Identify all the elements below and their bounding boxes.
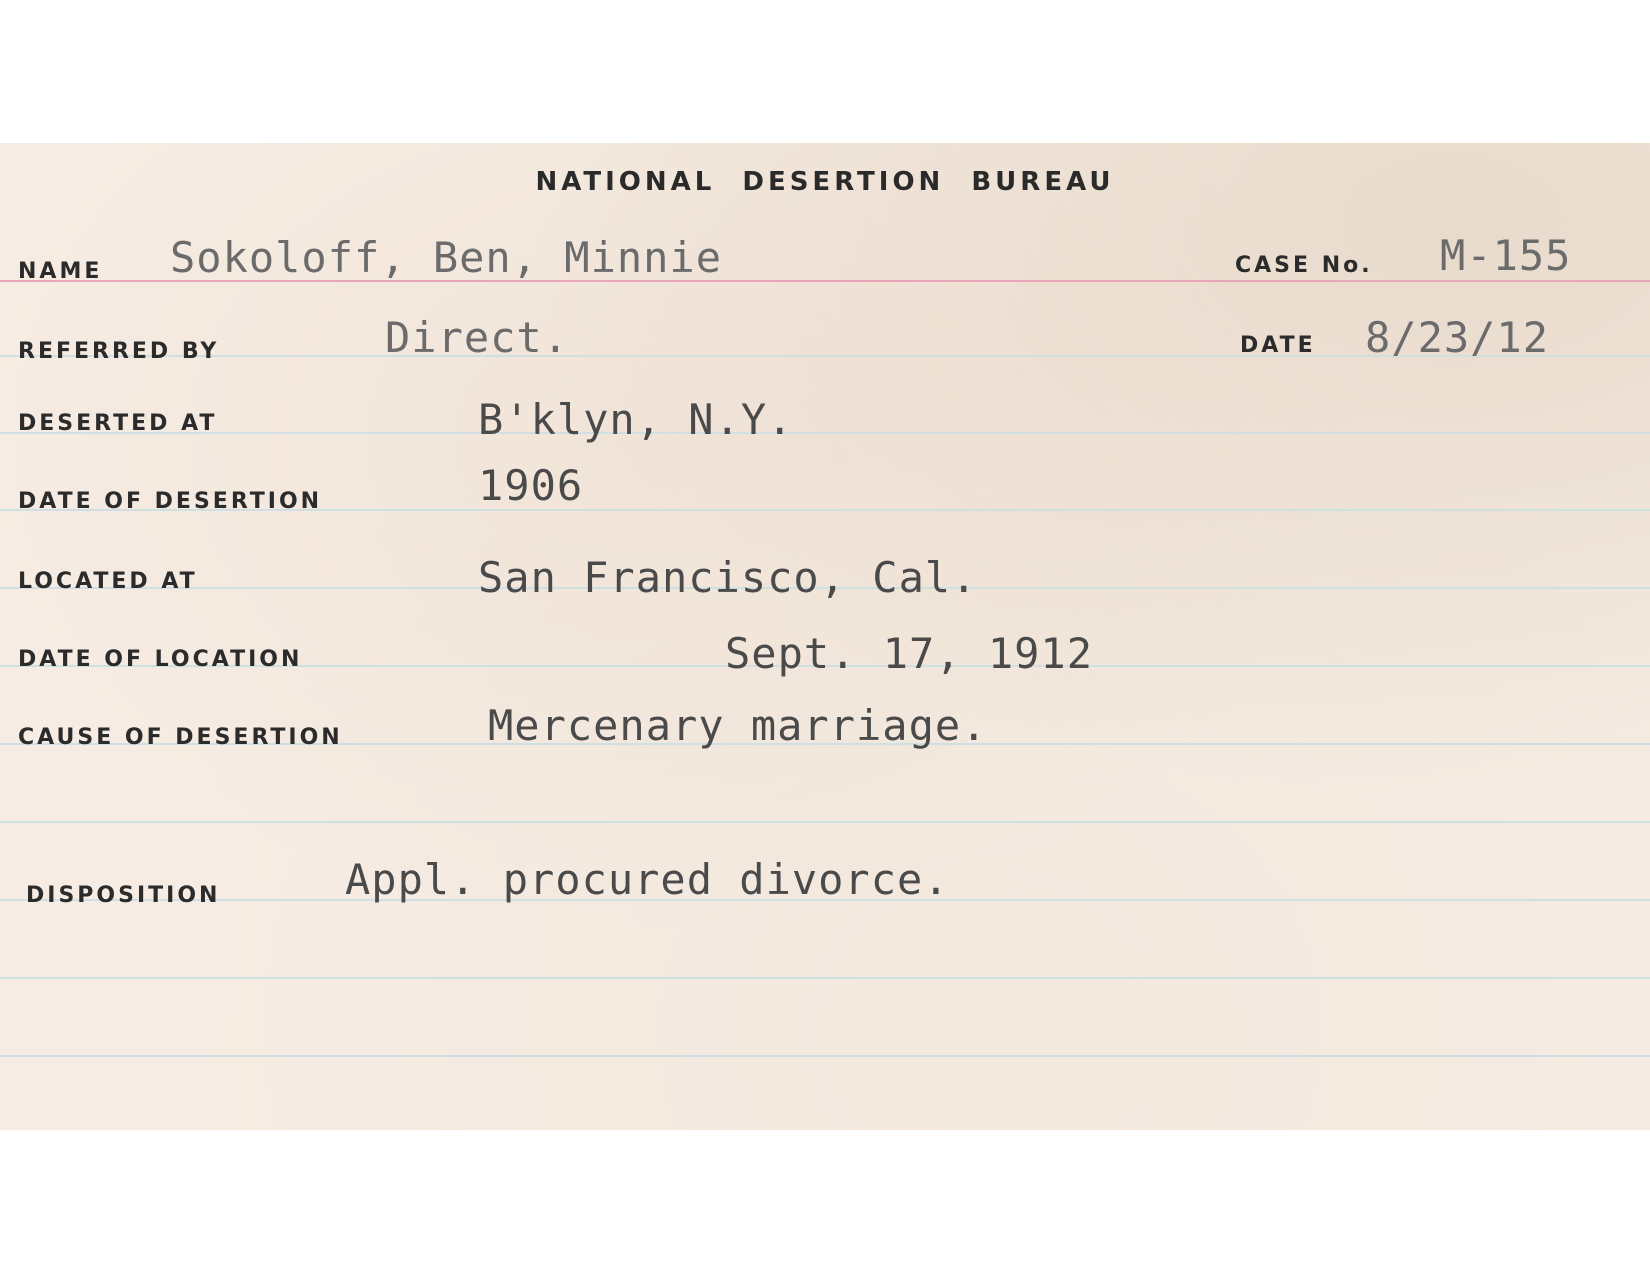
case-no-label: CASE No. [1235,253,1373,278]
deserted-at-value: B'klyn, N.Y. [478,395,794,444]
cause-of-desertion-label: CAUSE OF DESERTION [18,725,343,750]
cause-of-desertion-value: Mercenary marriage. [488,701,988,750]
case-no-value: M-155 [1440,231,1572,280]
date-of-location-label: DATE OF LOCATION [18,647,303,672]
index-card [0,143,1650,1130]
date-of-location-value: Sept. 17, 1912 [725,629,1094,678]
deserted-at-label: DESERTED AT [18,411,218,436]
disposition-value: Appl. procured divorce. [345,855,950,904]
date-of-desertion-label: DATE OF DESERTION [18,489,323,514]
date-value: 8/23/12 [1365,313,1550,362]
ruled-line [0,821,1650,823]
referred-by-label: REFERRED BY [18,339,220,364]
date-label: DATE [1240,333,1316,358]
located-at-label: LOCATED AT [18,569,198,594]
ruled-line [0,432,1650,434]
name-value: Sokoloff, Ben, Minnie [170,233,723,282]
name-label: NAME [18,259,103,284]
located-at-value: San Francisco, Cal. [478,553,978,602]
ruled-line [0,977,1650,979]
date-of-desertion-value: 1906 [478,461,584,510]
card-title: NATIONAL DESERTION BUREAU [535,167,1115,197]
ruled-line [0,1055,1650,1057]
referred-by-value: Direct. [385,313,570,362]
disposition-label: DISPOSITION [26,883,221,908]
